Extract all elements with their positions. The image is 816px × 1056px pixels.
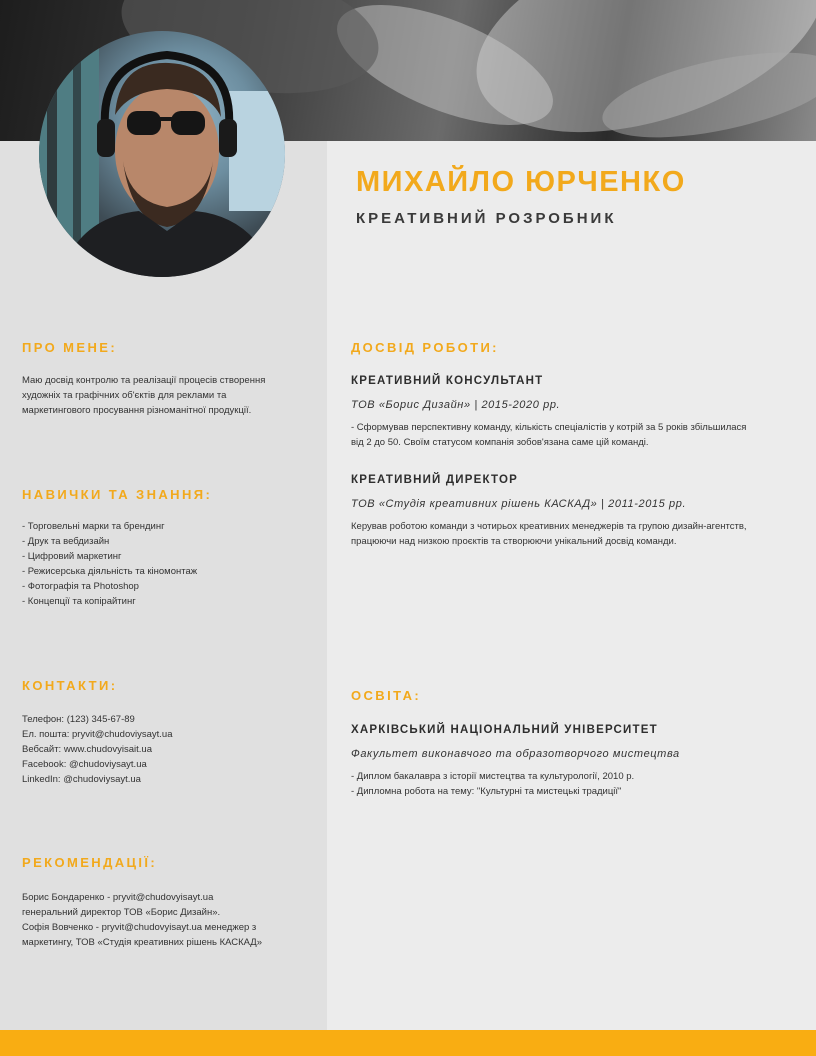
reference-line: маркетингу, ТОВ «Студія креативних рішень КАСКАД» xyxy=(22,937,262,948)
reference-line: Софія Вовченко - pryvit@chudovyisayt.ua менеджер з xyxy=(22,922,257,933)
job-company: ТОВ «Студія креативних рішень КАСКАД» | 2011-2015 рр. xyxy=(351,498,687,510)
contacts-list xyxy=(22,712,312,787)
skill-item: - Цифровий маркетинг xyxy=(22,551,122,562)
contact-linkedin: LinkedIn: @chudoviysayt.ua xyxy=(22,774,141,785)
about-line: маркетингового просування різноманітної продукції. xyxy=(22,405,252,416)
contact-email: Ел. пошта: pryvit@chudoviysayt.ua xyxy=(22,729,173,740)
skill-item: - Концепції та копірайтинг xyxy=(22,596,136,607)
references-text xyxy=(22,890,317,950)
contact-website: Вебсайт: www.chudovyisait.ua xyxy=(22,744,152,755)
skill-item: - Торговельні марки та брендинг xyxy=(22,521,165,532)
job-title: КРЕАТИВНИЙ ДИРЕКТОР xyxy=(351,474,518,486)
contacts-section-title: КОНТАКТИ: xyxy=(22,678,118,693)
contact-phone: Телефон: (123) 345-67-89 xyxy=(22,714,135,725)
job-title: КРЕАТИВНИЙ КОНСУЛЬТАНТ xyxy=(351,375,544,387)
person-name: МИХАЙЛО ЮРЧЕНКО xyxy=(356,166,686,198)
contact-facebook: Facebook: @chudoviysayt.ua xyxy=(22,759,147,770)
skills-section-title: НАВИЧКИ ТА ЗНАННЯ: xyxy=(22,487,213,502)
footer-bar xyxy=(0,1030,816,1056)
reference-line: генеральний директор ТОВ «Борис Дизайн». xyxy=(22,907,221,918)
reference-line: Борис Бондаренко - pryvit@chudovyisayt.ua xyxy=(22,892,214,903)
about-text xyxy=(22,373,312,418)
school-name: ХАРКІВСЬКИЙ НАЦІОНАЛЬНИЙ УНІВЕРСИТЕТ xyxy=(351,724,658,736)
profile-photo xyxy=(39,31,285,277)
job-description-line: працюючи над низкою проєктів та створюючи унікальний досвід команди. xyxy=(351,536,677,547)
education-section-title: ОСВІТА: xyxy=(351,688,422,703)
job-description xyxy=(351,420,801,450)
job-description-line: від 2 до 50. Своїм статусом компанія зобов'язана саме цій команді. xyxy=(351,437,649,448)
job-description-line: Керував роботою команди з чотирьох креативних менеджерів та групою дизайн-агентств, xyxy=(351,521,747,532)
faculty-name: Факультет виконавчого та образотворчого мистецтва xyxy=(351,748,680,760)
about-line: художніх та графічних об'єктів для реклами та xyxy=(22,390,227,401)
education-details xyxy=(351,769,801,799)
experience-section-title: ДОСВІД РОБОТИ: xyxy=(351,340,499,355)
education-line: - Дипломна робота на тему: "Культурні та мистецькі традиції" xyxy=(351,786,622,797)
right-column xyxy=(327,141,816,1030)
references-section-title: РЕКОМЕНДАЦІЇ: xyxy=(22,855,158,870)
job-company: ТОВ «Борис Дизайн» | 2015-2020 рр. xyxy=(351,399,561,411)
skill-item: - Режисерська діяльність та кіномонтаж xyxy=(22,566,198,577)
person-role: КРЕАТИВНИЙ РОЗРОБНИК xyxy=(356,210,617,227)
skills-list xyxy=(22,519,312,609)
about-line: Маю досвід контролю та реалізації процесів створення xyxy=(22,375,266,386)
job-description xyxy=(351,519,801,549)
about-section-title: ПРО МЕНЕ: xyxy=(22,340,118,355)
skill-item: - Фотографія та Photoshop xyxy=(22,581,139,592)
job-description-line: - Сформував перспективну команду, кількість спеціалістів у котрій за 5 років збільшилася xyxy=(351,422,747,433)
education-line: - Диплом бакалавра з історії мистецтва та культурології, 2010 р. xyxy=(351,771,635,782)
skill-item: - Друк та вебдизайн xyxy=(22,536,110,547)
